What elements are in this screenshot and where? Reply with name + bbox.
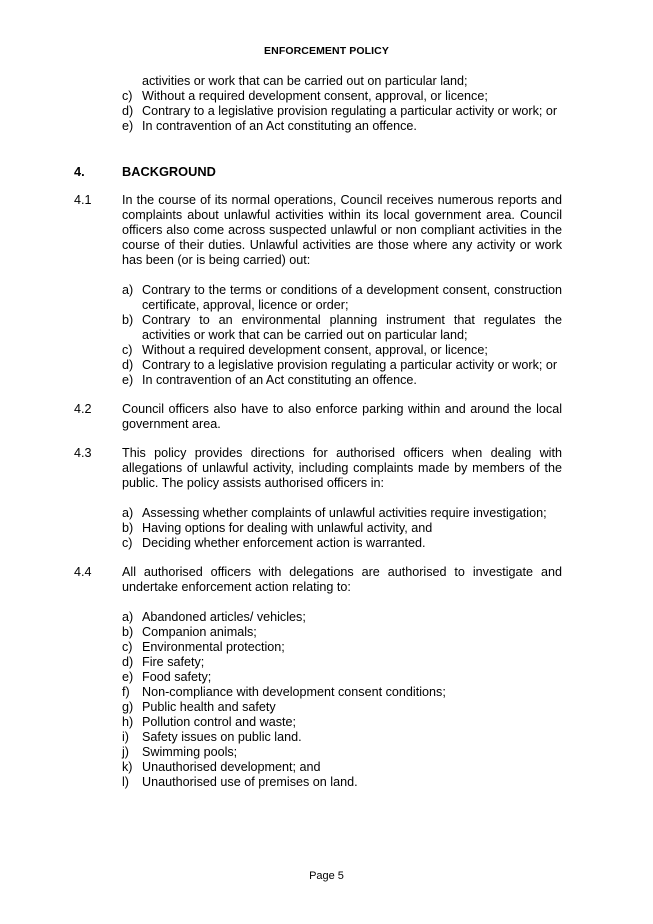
list-item-text: Without a required development consent, approval, or licence; xyxy=(142,89,488,103)
list-marker: a) xyxy=(122,283,134,297)
list-item xyxy=(122,760,562,775)
list-item xyxy=(122,506,562,521)
list-marker: c) xyxy=(122,640,133,654)
list-item-text: In contravention of an Act constituting an offence. xyxy=(142,119,417,133)
list-marker: d) xyxy=(122,655,134,669)
list-item xyxy=(122,700,562,715)
list-item-text: In contravention of an Act constituting an offence. xyxy=(142,373,417,387)
list-item-text: Contrary to the terms or conditions of a development consent, construction certificate, approval, licence or order; xyxy=(142,283,562,312)
list-item xyxy=(122,610,562,625)
list-item-text: Pollution control and waste; xyxy=(142,715,297,729)
list-marker: f) xyxy=(122,685,130,699)
list-item xyxy=(122,685,562,700)
list-marker: j) xyxy=(122,745,129,759)
list-item xyxy=(122,119,562,134)
list-marker: a) xyxy=(122,506,134,520)
list-item xyxy=(122,715,562,730)
list-item-text: Deciding whether enforcement action is warranted. xyxy=(142,536,426,550)
paragraph-4-3-list xyxy=(74,506,562,551)
paragraph-number: 4.1 xyxy=(74,193,92,207)
list-item-text: Public health and safety xyxy=(142,700,276,714)
list-item-text: Contrary to a legislative provision regulating a particular activity or work; or xyxy=(142,358,558,372)
list-item xyxy=(122,104,562,119)
list-item xyxy=(122,730,562,745)
list-marker: b) xyxy=(122,313,134,327)
list-item xyxy=(122,343,562,358)
list-marker: h) xyxy=(122,715,134,729)
list-item-text: Abandoned articles/ vehicles; xyxy=(142,610,306,624)
list-item xyxy=(122,670,562,685)
list-item-text: Non-compliance with development consent conditions; xyxy=(142,685,446,699)
list-item-text: Environmental protection; xyxy=(142,640,285,654)
list-item xyxy=(122,640,562,655)
list-item-text: Unauthorised development; and xyxy=(142,760,321,774)
paragraph-4-4-list xyxy=(74,610,562,790)
list-item xyxy=(122,625,562,640)
list-marker: i) xyxy=(122,730,129,744)
section-number: 4. xyxy=(74,164,85,179)
list-marker: e) xyxy=(122,373,134,387)
page-content xyxy=(74,74,562,790)
list-item-text: Unauthorised use of premises on land. xyxy=(142,775,358,789)
list-marker: l) xyxy=(122,775,129,789)
list-item xyxy=(122,536,562,551)
paragraph-4-1-list xyxy=(74,283,562,388)
page-footer: Page 5 xyxy=(309,870,344,882)
list-marker: d) xyxy=(122,358,134,372)
paragraph-number: 4.3 xyxy=(74,446,92,460)
paragraph-text: In the course of its normal operations, Council receives numerous reports and complaints about unlawful activities within its local government area. Council officers also come across suspected unlawful or non compliant activities in the course of their duties. Unlawful activities are those where any activity or work has been (or is being carried) out: xyxy=(122,193,562,267)
top-list xyxy=(74,89,562,134)
list-marker: e) xyxy=(122,670,134,684)
list-item-text: Safety issues on public land. xyxy=(142,730,302,744)
list-item xyxy=(122,521,562,536)
list-item-text: Having options for dealing with unlawful activity, and xyxy=(142,521,433,535)
list-marker: e) xyxy=(122,119,134,133)
list-marker: c) xyxy=(122,343,133,357)
paragraph-4-2 xyxy=(74,402,562,432)
paragraph-number: 4.2 xyxy=(74,402,92,416)
list-marker: c) xyxy=(122,89,133,103)
list-item-text: Food safety; xyxy=(142,670,212,684)
list-item-text: Contrary to a legislative provision regulating a particular activity or work; or xyxy=(142,104,558,118)
paragraph-4-1 xyxy=(74,193,562,268)
list-item xyxy=(122,89,562,104)
paragraph-4-4 xyxy=(74,565,562,595)
list-item-text: Assessing whether complaints of unlawful activities require investigation; xyxy=(142,506,547,520)
list-marker: k) xyxy=(122,760,133,774)
section-heading xyxy=(74,164,562,179)
list-item-text: Companion animals; xyxy=(142,625,257,639)
list-item xyxy=(122,745,562,760)
list-item xyxy=(122,283,562,313)
list-marker: b) xyxy=(122,521,134,535)
list-item-text: Without a required development consent, approval, or licence; xyxy=(142,343,488,357)
list-item-text: Contrary to an environmental planning instrument that regulates the activities or work that can be carried out on particular land; xyxy=(142,313,562,342)
list-item xyxy=(122,313,562,343)
list-item xyxy=(122,373,562,388)
page-header: ENFORCEMENT POLICY xyxy=(264,45,389,57)
section-title: BACKGROUND xyxy=(122,164,216,179)
paragraph-text: All authorised officers with delegations are authorised to investigate and undertake enforcement action relating to: xyxy=(122,565,562,594)
paragraph-text: This policy provides directions for authorised officers when dealing with allegations of unlawful activity, including complaints made by members of the public. The policy assists authorised officers in: xyxy=(122,446,562,490)
list-item xyxy=(122,775,562,790)
paragraph-number: 4.4 xyxy=(74,565,92,579)
list-item-text: Swimming pools; xyxy=(142,745,238,759)
list-marker: g) xyxy=(122,700,134,714)
paragraph-4-3 xyxy=(74,446,562,491)
list-continuation: activities or work that can be carried out on particular land; xyxy=(142,74,468,88)
list-marker: c) xyxy=(122,536,133,550)
list-item xyxy=(122,655,562,670)
paragraph-text: Council officers also have to also enforce parking within and around the local government area. xyxy=(122,402,562,431)
list-marker: a) xyxy=(122,610,134,624)
list-marker: b) xyxy=(122,625,134,639)
list-marker: d) xyxy=(122,104,134,118)
list-item xyxy=(122,358,562,373)
list-item-text: Fire safety; xyxy=(142,655,205,669)
